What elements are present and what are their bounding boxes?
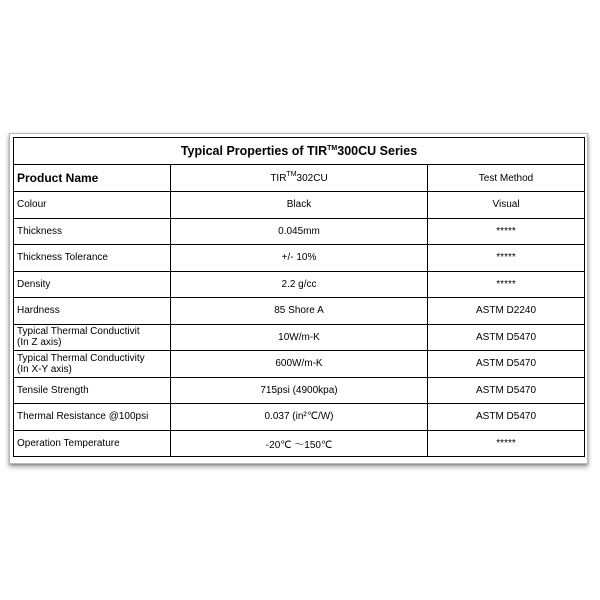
table-row	[14, 218, 585, 245]
table-row	[14, 271, 585, 298]
property-name: Colour	[14, 192, 171, 219]
table-row	[14, 377, 585, 404]
property-name-line2: (In X-Y axis)	[17, 363, 72, 375]
property-name	[14, 324, 171, 351]
property-method: ASTM D5470	[428, 377, 585, 404]
table-row	[14, 298, 585, 325]
property-name-line1: Typical Thermal Conductivit	[17, 326, 140, 338]
header-test-method: Test Method	[428, 165, 585, 192]
table-title: Typical Properties of TIR™300CU Series	[14, 138, 585, 165]
property-name: Hardness	[14, 298, 171, 325]
property-method: ASTM D2240	[428, 298, 585, 325]
property-value: 715psi (4900kpa)	[171, 377, 428, 404]
property-value: 0.037 (in²℃/W)	[171, 404, 428, 431]
property-name: Thickness Tolerance	[14, 245, 171, 272]
property-value: 10W/m-K	[171, 324, 428, 351]
property-value: 85 Shore A	[171, 298, 428, 325]
property-name: Tensile Strength	[14, 377, 171, 404]
table-row	[14, 351, 585, 378]
property-value: -20℃ ～150℃	[171, 430, 428, 457]
property-name: Thermal Resistance @100psi	[14, 404, 171, 431]
table-row	[14, 324, 585, 351]
property-value: 2.2 g/cc	[171, 271, 428, 298]
property-method: *****	[428, 245, 585, 272]
property-method: ASTM D5470	[428, 404, 585, 431]
table-title-row	[14, 138, 585, 165]
table-row	[14, 404, 585, 431]
property-method: *****	[428, 218, 585, 245]
property-name-line1: Typical Thermal Conductivity	[17, 352, 145, 364]
property-method: *****	[428, 430, 585, 457]
header-product-model: TIR™302CU	[171, 165, 428, 192]
property-name	[14, 351, 171, 378]
table-header-row	[14, 165, 585, 192]
property-name: Thickness	[14, 218, 171, 245]
table-row	[14, 430, 585, 457]
property-method: ASTM D5470	[428, 324, 585, 351]
property-value: 600W/m-K	[171, 351, 428, 378]
property-name-line2: (In Z axis)	[17, 337, 62, 349]
table-row	[14, 192, 585, 219]
document-frame	[9, 133, 588, 464]
property-name: Density	[14, 271, 171, 298]
properties-table	[13, 137, 585, 457]
property-method: *****	[428, 271, 585, 298]
property-value: 0.045mm	[171, 218, 428, 245]
table-row	[14, 245, 585, 272]
property-value: Black	[171, 192, 428, 219]
property-method: Visual	[428, 192, 585, 219]
header-product-name: Product Name	[14, 165, 171, 192]
property-method: ASTM D5470	[428, 351, 585, 378]
property-name: Operation Temperature	[14, 430, 171, 457]
property-value: +/- 10%	[171, 245, 428, 272]
